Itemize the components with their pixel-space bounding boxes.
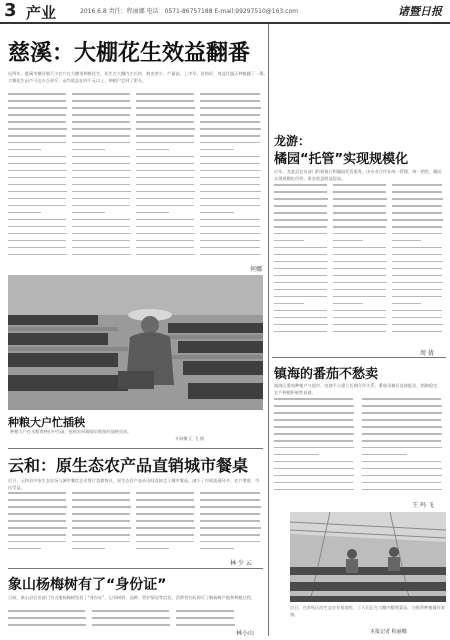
text-line [8, 107, 67, 109]
text-line [274, 331, 327, 333]
text-line [72, 513, 130, 515]
text-line [333, 261, 387, 263]
text-line [72, 121, 130, 123]
page-header [0, 0, 450, 24]
text-line [8, 513, 66, 515]
article-body-xiangshan-col1 [8, 610, 88, 636]
text-line [136, 156, 194, 158]
text-line [333, 226, 386, 228]
text-line [92, 624, 170, 626]
text-line [136, 499, 194, 501]
text-line [362, 454, 407, 456]
text-line [136, 233, 195, 235]
text-line [8, 617, 86, 619]
text-line [392, 317, 442, 319]
kicker-longyou: 龙游： [274, 134, 311, 148]
text-line [274, 398, 353, 400]
text-line [136, 219, 194, 221]
text-line [200, 541, 260, 543]
text-line [200, 548, 234, 550]
text-line [200, 499, 260, 501]
text-line [392, 303, 421, 305]
text-line [8, 492, 66, 494]
text-line [8, 610, 85, 612]
text-line [333, 268, 386, 270]
text-line [274, 324, 328, 326]
text-line [200, 240, 260, 242]
text-line [200, 170, 261, 172]
article-body-cixi-col4 [200, 93, 262, 261]
article-body-zhenhai-col1 [274, 398, 356, 498]
text-line [200, 163, 260, 165]
text-line [200, 128, 261, 130]
text-line [362, 461, 441, 463]
text-line [136, 149, 169, 151]
text-line [362, 440, 441, 442]
text-line [392, 219, 443, 221]
article-body-yunhe-col4 [200, 492, 262, 558]
text-line [72, 499, 130, 501]
text-line [136, 520, 194, 522]
text-line [8, 100, 66, 102]
text-line [200, 233, 261, 235]
issue-meta: 2016.6.8 责任：程丽娜 电话：0571-86757188 E-mail:99297510@163.com [80, 8, 298, 15]
text-line [72, 107, 131, 109]
article-body-cixi-col1 [8, 93, 68, 261]
text-line [200, 247, 260, 249]
text-line [72, 212, 105, 214]
article-lead-yunhe: 近日，云和县多家生态农场与城市餐饮企业签订直销协议，原生态农产品从田间直接走上城市餐桌，减少了中间流通环节，农户增收、市民受益。 [8, 478, 260, 490]
byline-xiangshan: 林小山 [236, 630, 255, 637]
photo-credit-greenhouse: 本报记者 程丽娜 [370, 629, 407, 635]
text-line [333, 254, 386, 256]
text-line [333, 317, 386, 319]
text-line [274, 282, 328, 284]
text-line [8, 520, 66, 522]
text-line [392, 254, 442, 256]
article-body-longyou-col3 [392, 184, 444, 344]
text-line [392, 240, 421, 242]
text-line [8, 240, 66, 242]
article-body-longyou-col2 [333, 184, 388, 344]
text-line [72, 93, 130, 95]
text-line [136, 191, 195, 193]
text-line [392, 191, 442, 193]
page-number: 3 [4, 0, 17, 21]
text-line [274, 475, 354, 477]
text-line [362, 482, 441, 484]
photo-title-rice: 种粮大户忙插秧 [8, 416, 85, 429]
text-line [392, 198, 443, 200]
text-line [392, 275, 442, 277]
text-line [136, 121, 194, 123]
text-line [274, 198, 328, 200]
text-line [333, 219, 387, 221]
text-line [333, 282, 387, 284]
text-line [274, 489, 354, 491]
text-line [176, 610, 234, 612]
text-line [200, 142, 260, 144]
text-line [200, 513, 260, 515]
text-line [274, 226, 327, 228]
text-line [8, 499, 66, 501]
text-line [72, 142, 130, 144]
text-line [392, 331, 442, 333]
text-line [392, 268, 442, 270]
text-line [8, 135, 66, 137]
text-line [136, 541, 194, 543]
text-line [200, 527, 261, 529]
article-lead-longyou: 近年，龙游县农业部门积极推行柑橘园托管服务，由专业合作社统一管理、统一销售，橘园实现规模化经营，果农收益明显提高。 [274, 169, 442, 181]
text-line [72, 240, 130, 242]
text-line [8, 527, 67, 529]
text-line [274, 219, 328, 221]
text-line [392, 233, 442, 235]
text-line [136, 506, 195, 508]
text-line [92, 610, 169, 612]
text-line [136, 198, 194, 200]
text-line [8, 506, 67, 508]
text-line [200, 135, 260, 137]
text-line [8, 156, 66, 158]
text-line [8, 541, 66, 543]
text-line [200, 226, 260, 228]
text-line [136, 93, 194, 95]
text-line [274, 426, 354, 428]
text-line [200, 198, 260, 200]
text-line [72, 226, 130, 228]
text-line [8, 114, 66, 116]
text-line [200, 534, 260, 536]
text-line [8, 198, 66, 200]
text-line [274, 433, 354, 435]
text-line [8, 191, 67, 193]
text-line [274, 310, 327, 312]
text-line [362, 468, 442, 470]
text-line [333, 198, 387, 200]
text-line [136, 240, 194, 242]
text-line [136, 100, 194, 102]
text-line [333, 240, 363, 242]
text-line [200, 149, 234, 151]
text-line [176, 624, 235, 626]
text-line [200, 177, 260, 179]
article-body-xiangshan-col2 [92, 610, 172, 636]
text-line [362, 419, 441, 421]
divider [272, 357, 446, 358]
text-line [72, 492, 130, 494]
text-line [136, 254, 195, 256]
divider [8, 448, 263, 449]
text-line [274, 191, 327, 193]
text-line [333, 184, 386, 186]
text-line [176, 617, 234, 619]
text-line [200, 492, 260, 494]
text-line [362, 412, 442, 414]
photo-caption-greenhouse: 近日，在余杭区的生态农业基地里，工人们正在大棚内整理菜苗，为秋季种植做好准备。 [290, 605, 445, 617]
text-line [72, 541, 130, 543]
text-line [362, 489, 442, 491]
text-line [274, 268, 327, 270]
headline-cixi: 慈溪：大棚花生效益翻番 [8, 41, 251, 66]
text-line [274, 405, 354, 407]
article-body-yunhe-col1 [8, 492, 68, 558]
article-body-yunhe-col2 [72, 492, 132, 558]
text-line [274, 303, 304, 305]
text-line [72, 527, 131, 529]
text-line [72, 170, 131, 172]
text-line [200, 100, 260, 102]
text-line [72, 534, 130, 536]
text-line [72, 149, 105, 151]
text-line [392, 226, 442, 228]
text-line [8, 149, 41, 151]
text-line [362, 475, 442, 477]
text-line [136, 128, 195, 130]
article-body-cixi-col2 [72, 93, 132, 261]
text-line [136, 142, 194, 144]
text-line [72, 254, 131, 256]
text-line [136, 492, 194, 494]
text-line [136, 548, 169, 550]
text-line [333, 275, 386, 277]
text-line [8, 212, 41, 214]
text-line [362, 447, 442, 449]
text-line [72, 520, 130, 522]
text-line [274, 289, 327, 291]
text-line [72, 184, 130, 186]
text-line [333, 310, 386, 312]
article-body-cixi-col3 [136, 93, 196, 261]
text-line [392, 310, 442, 312]
text-line [136, 184, 194, 186]
text-line [136, 163, 194, 165]
text-line [200, 219, 260, 221]
text-line [92, 617, 170, 619]
text-line [8, 226, 66, 228]
text-line [200, 114, 260, 116]
text-line [72, 198, 130, 200]
text-line [392, 212, 442, 214]
text-line [136, 114, 194, 116]
byline-yunhe: 林 少 云 [230, 560, 252, 567]
divider [8, 568, 263, 569]
article-lead-xiangshan: 日前，象山县农业部门为当地杨梅树发放了“身份证”，记录树龄、品种、管护情况等信息，消费者扫码即可了解杨梅产地和种植过程。 [8, 595, 256, 600]
text-line [72, 205, 130, 207]
text-line [136, 107, 195, 109]
text-line [274, 275, 327, 277]
text-line [72, 548, 105, 550]
text-line [274, 184, 327, 186]
text-line [392, 184, 442, 186]
text-line [72, 219, 130, 221]
text-line [8, 142, 66, 144]
text-line [136, 247, 194, 249]
text-line [72, 156, 130, 158]
text-line [274, 440, 353, 442]
section-title: 产业 [26, 4, 57, 22]
text-line [333, 296, 386, 298]
text-line [333, 324, 387, 326]
text-line [8, 163, 66, 165]
text-line [8, 184, 66, 186]
text-line [274, 468, 354, 470]
text-line [274, 296, 327, 298]
headline-longyou: 橘园“托管”实现规模化 [274, 152, 409, 167]
text-line [136, 534, 194, 536]
text-line [8, 121, 66, 123]
text-line [8, 177, 66, 179]
text-line [392, 289, 442, 291]
text-line [392, 296, 442, 298]
text-line [333, 247, 386, 249]
text-line [274, 454, 319, 456]
text-line [8, 170, 67, 172]
headline-xiangshan: 象山杨梅树有了“身份证” [8, 577, 167, 593]
text-line [8, 247, 66, 249]
text-line [136, 226, 194, 228]
photo-greenhouse [290, 512, 446, 602]
text-line [274, 419, 353, 421]
text-line [362, 433, 442, 435]
text-line [136, 212, 169, 214]
byline-zhenhai: 王 玛 飞 [412, 502, 434, 509]
photo-rice-seedlings [8, 275, 263, 410]
text-line [200, 191, 261, 193]
text-line [333, 205, 386, 207]
text-line [200, 205, 260, 207]
text-line [200, 254, 261, 256]
text-line [333, 331, 386, 333]
text-line [136, 513, 194, 515]
text-line [72, 114, 130, 116]
byline-cixi: 何娜 [250, 266, 263, 273]
photo-credit-rice: 开驹摄 汇 飞 摄 [175, 436, 205, 441]
article-body-xiangshan-col3 [176, 610, 236, 636]
column-rule [268, 24, 269, 636]
text-line [72, 177, 130, 179]
text-line [136, 177, 194, 179]
text-line [333, 289, 386, 291]
text-line [8, 624, 86, 626]
text-line [274, 461, 353, 463]
text-line [72, 163, 130, 165]
text-line [200, 121, 260, 123]
text-line [8, 534, 66, 536]
text-line [274, 317, 327, 319]
article-lead-zhenhai: 镇海区番茄种植户与超市、电商平台建立长期合作关系，番茄采摘后直接配送，销路稳定，农户种植积极性高涨。 [274, 383, 442, 395]
text-line [274, 212, 327, 214]
text-line [136, 170, 195, 172]
text-line [72, 506, 131, 508]
text-line [274, 240, 304, 242]
headline-yunhe: 云和：原生态农产品直销城市餐桌 [8, 456, 249, 475]
text-line [8, 233, 67, 235]
photo-caption-rice: 种粮大户在水稻育秧田中忙碌，抢抓农时确保早稻按时插秧完成。 [10, 429, 132, 434]
text-line [8, 254, 67, 256]
text-line [333, 233, 386, 235]
text-line [392, 205, 442, 207]
text-line [274, 233, 327, 235]
text-line [8, 93, 66, 95]
text-line [274, 482, 353, 484]
text-line [8, 205, 66, 207]
article-lead-cixi: 近两年，慈溪市横河镇不少农户在大棚里种植花生，花生在大棚内生长快、病虫害少、产量高，上市早，价格好，效益比露天种植翻了一番。大棚花生亩产可达五百余斤，亩均收益在四千元以上，种植户尝到了甜头。 [8, 71, 268, 83]
text-line [200, 212, 234, 214]
text-line [362, 426, 442, 428]
text-line [8, 128, 67, 130]
byline-longyou: 周 倩 [420, 350, 434, 357]
text-line [72, 135, 130, 137]
article-body-yunhe-col3 [136, 492, 196, 558]
text-line [333, 212, 386, 214]
text-line [72, 233, 131, 235]
text-line [200, 107, 261, 109]
text-line [72, 128, 131, 130]
text-line [362, 398, 441, 400]
text-line [333, 191, 386, 193]
text-line [72, 100, 130, 102]
text-line [274, 205, 327, 207]
text-line [392, 261, 443, 263]
text-line [8, 548, 41, 550]
newspaper-brand: 诸暨日报 [398, 5, 442, 18]
text-line [333, 303, 363, 305]
text-line [274, 261, 328, 263]
text-line [136, 527, 195, 529]
text-line [274, 254, 327, 256]
text-line [8, 219, 66, 221]
text-line [392, 282, 443, 284]
text-line [392, 247, 442, 249]
text-line [274, 247, 327, 249]
headline-zhenhai: 镇海的番茄不愁卖 [274, 367, 379, 382]
text-line [274, 412, 354, 414]
text-line [72, 247, 130, 249]
article-body-zhenhai-col2 [362, 398, 444, 498]
text-line [200, 184, 260, 186]
text-line [72, 191, 131, 193]
text-line [274, 447, 354, 449]
text-line [200, 93, 260, 95]
text-line [136, 135, 194, 137]
text-line [200, 506, 261, 508]
text-line [362, 405, 442, 407]
text-line [200, 520, 260, 522]
text-line [136, 205, 194, 207]
text-line [200, 156, 260, 158]
text-line [392, 324, 443, 326]
article-body-longyou-col1 [274, 184, 329, 344]
